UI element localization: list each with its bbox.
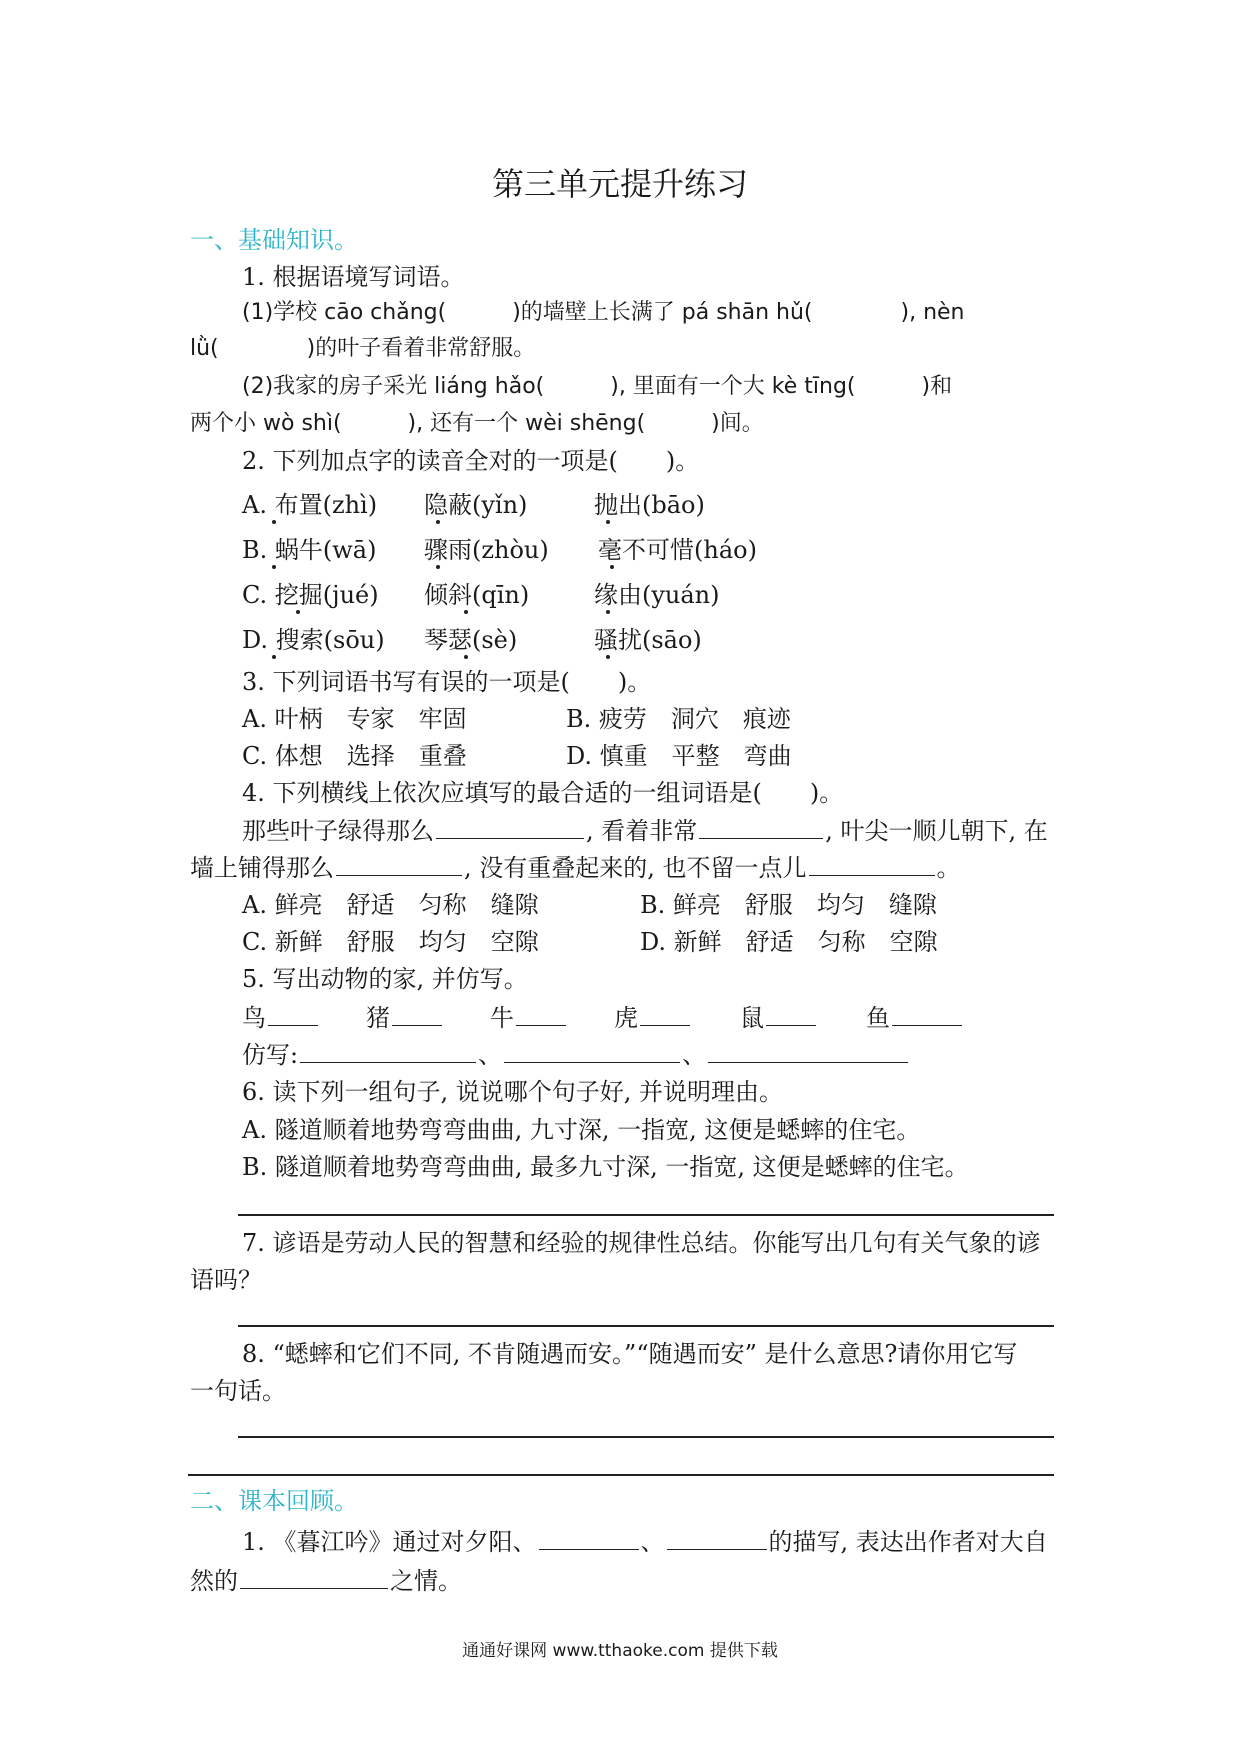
emphasis-dot [606, 610, 610, 614]
r1-text: 的描写, 表达出作者对大自 [768, 1528, 1048, 1556]
q3-option-d: D. 慎重 平整 弯曲 [566, 742, 792, 770]
animal-fish [866, 1003, 964, 1033]
animal-label: 鸟 [242, 1004, 266, 1032]
q1-part2-line1: (2)我家的房子采光 liáng hǎo( ), 里面有一个大 kè tīng( )和 [242, 374, 953, 399]
answer-blank[interactable] [336, 853, 462, 876]
q7-line2: 语吗？ [190, 1266, 262, 1294]
r1-text: 然的 [190, 1567, 238, 1595]
animal-bird [242, 1003, 320, 1033]
q4-text: 墙上铺得那么 [190, 854, 334, 882]
emphasis-dot [606, 520, 610, 524]
answer-blank[interactable] [667, 1527, 767, 1550]
q1-stem: 1. 根据语境写词语。 [242, 263, 465, 291]
answer-blank[interactable] [539, 1527, 639, 1550]
q3-option-c: C. 体想 选择 重叠 [242, 742, 467, 770]
q4-option-a: A. 鲜亮 舒适 匀称 缝隙 [242, 891, 539, 919]
q8-line2: 一句话。 [190, 1377, 286, 1405]
emphasis-dot [610, 565, 614, 569]
q1-part2-line2: 两个小 wò shì( ), 还有一个 wèi shēng( )间。 [190, 411, 764, 436]
r1-line1 [242, 1527, 1048, 1557]
r1-line2 [190, 1566, 462, 1596]
answer-blank[interactable] [892, 1003, 962, 1026]
q2-option-a-1: A. 布置(zhì) [242, 491, 378, 519]
q6-sentence-a: A. 隧道顺着地势弯弯曲曲, 九寸深, 一指宽, 这便是蟋蟀的住宅。 [242, 1116, 921, 1144]
emphasis-dot [436, 565, 440, 569]
q2-option-a-3: 抛出(bāo) [594, 491, 705, 519]
r1-text: 之情。 [390, 1567, 462, 1595]
separator: 、 [682, 1041, 707, 1069]
answer-line[interactable] [238, 1325, 1054, 1327]
q4-text: , 没有重叠起来的, 也不留一点儿 [464, 854, 807, 882]
q4-option-d: D. 新鲜 舒适 匀称 空隙 [640, 928, 938, 956]
q4-text: , 叶尖一顺儿朝下, 在 [825, 817, 1048, 845]
animal-cow [490, 1003, 568, 1033]
answer-blank[interactable] [300, 1040, 476, 1063]
section-divider [188, 1474, 1054, 1476]
q4-option-b: B. 鲜亮 舒服 均匀 缝隙 [640, 891, 937, 919]
animal-label: 牛 [490, 1004, 514, 1032]
q2-option-b-3: 毫不可惜(háo) [598, 536, 757, 564]
r1-text: 、 [640, 1528, 665, 1556]
q4-option-c: C. 新鲜 舒服 均匀 空隙 [242, 928, 539, 956]
answer-blank[interactable] [809, 853, 935, 876]
q4-text: 那些叶子绿得那么 [242, 817, 434, 845]
answer-blank[interactable] [504, 1040, 680, 1063]
r1-text: 1. 《暮江吟》通过对夕阳、 [242, 1528, 537, 1556]
answer-blank[interactable] [436, 816, 584, 839]
section-heading-basics: 一、基础知识。 [190, 226, 358, 254]
q4-sentence-line2 [190, 853, 961, 883]
emphasis-dot [436, 520, 440, 524]
answer-blank[interactable] [268, 1003, 318, 1026]
animal-label: 猪 [366, 1004, 390, 1032]
q2-option-c-1: C. 挖掘(jué) [242, 581, 379, 609]
q2-option-c-3: 缘由(yuán) [594, 581, 720, 609]
q3-stem: 3. 下列词语书写有误的一项是( )。 [242, 668, 652, 696]
answer-blank[interactable] [708, 1040, 908, 1063]
q8-line1: 8. “蟋蟀和它们不同, 不肯随遇而安。”“随遇而安” 是什么意思?请你用它写 [242, 1340, 1018, 1368]
answer-line[interactable] [238, 1436, 1054, 1438]
animal-label: 鼠 [740, 1004, 764, 1032]
q5-stem: 5. 写出动物的家, 并仿写。 [242, 965, 528, 993]
emphasis-dot [272, 565, 276, 569]
answer-blank[interactable] [392, 1003, 442, 1026]
q4-text: 。 [936, 854, 961, 882]
animal-label: 鱼 [866, 1004, 890, 1032]
emphasis-dot [606, 655, 610, 659]
q2-option-b-2: 骤雨(zhòu) [424, 536, 549, 564]
emphasis-dot [272, 520, 276, 524]
emphasis-dot [272, 655, 276, 659]
q2-option-d-3: 骚扰(sāo) [594, 626, 702, 654]
answer-blank[interactable] [699, 816, 823, 839]
q6-stem: 6. 读下列一组句子, 说说哪个句子好, 并说明理由。 [242, 1078, 784, 1106]
q4-sentence-line1 [242, 816, 1048, 846]
separator: 、 [478, 1041, 503, 1069]
answer-blank[interactable] [640, 1003, 690, 1026]
q5-imitate-label: 仿写: [242, 1041, 299, 1069]
q1-part1-line1: (1)学校 cāo chǎng( )的墙壁上长满了 pá shān hǔ( ), nèn [242, 300, 965, 325]
animal-label: 虎 [614, 1004, 638, 1032]
q2-option-c-2: 倾斜(qīn) [424, 581, 530, 609]
answer-line[interactable] [238, 1214, 1054, 1216]
emphasis-dot [296, 610, 300, 614]
q3-option-a: A. 叶柄 专家 牢固 [242, 705, 467, 733]
section-heading-review: 二、课本回顾。 [190, 1487, 358, 1515]
q2-stem: 2. 下列加点字的读音全对的一项是( )。 [242, 447, 700, 475]
q2-option-a-2: 隐蔽(yǐn) [424, 491, 528, 519]
emphasis-dot [464, 655, 468, 659]
q3-option-b: B. 疲劳 洞穴 痕迹 [566, 705, 791, 733]
animal-mouse [740, 1003, 818, 1033]
animal-pig [366, 1003, 444, 1033]
q4-text: , 看着非常 [586, 817, 698, 845]
q2-option-d-1: D. 搜索(sōu) [242, 626, 385, 654]
footer-source: 通通好课网 www.tthaoke.com 提供下载 [462, 1641, 778, 1661]
answer-blank[interactable] [766, 1003, 816, 1026]
page-title: 第三单元提升练习 [491, 165, 748, 203]
answer-blank[interactable] [516, 1003, 566, 1026]
q2-option-d-2: 琴瑟(sè) [424, 626, 518, 654]
q1-part1-line2: lǜ( )的叶子看着非常舒服。 [190, 336, 536, 361]
answer-blank[interactable] [240, 1566, 388, 1589]
q6-sentence-b: B. 隧道顺着地势弯弯曲曲, 最多九寸深, 一指宽, 这便是蟋蟀的住宅。 [242, 1153, 969, 1181]
animal-tiger [614, 1003, 692, 1033]
q2-option-b-1: B. 蜗牛(wā) [242, 536, 377, 564]
emphasis-dot [464, 610, 468, 614]
q4-stem: 4. 下列横线上依次应填写的最合适的一组词语是( )。 [242, 779, 844, 807]
q5-imitate-line [242, 1040, 910, 1070]
q7-line1: 7. 谚语是劳动人民的智慧和经验的规律性总结。你能写出几句有关气象的谚 [242, 1229, 1041, 1257]
